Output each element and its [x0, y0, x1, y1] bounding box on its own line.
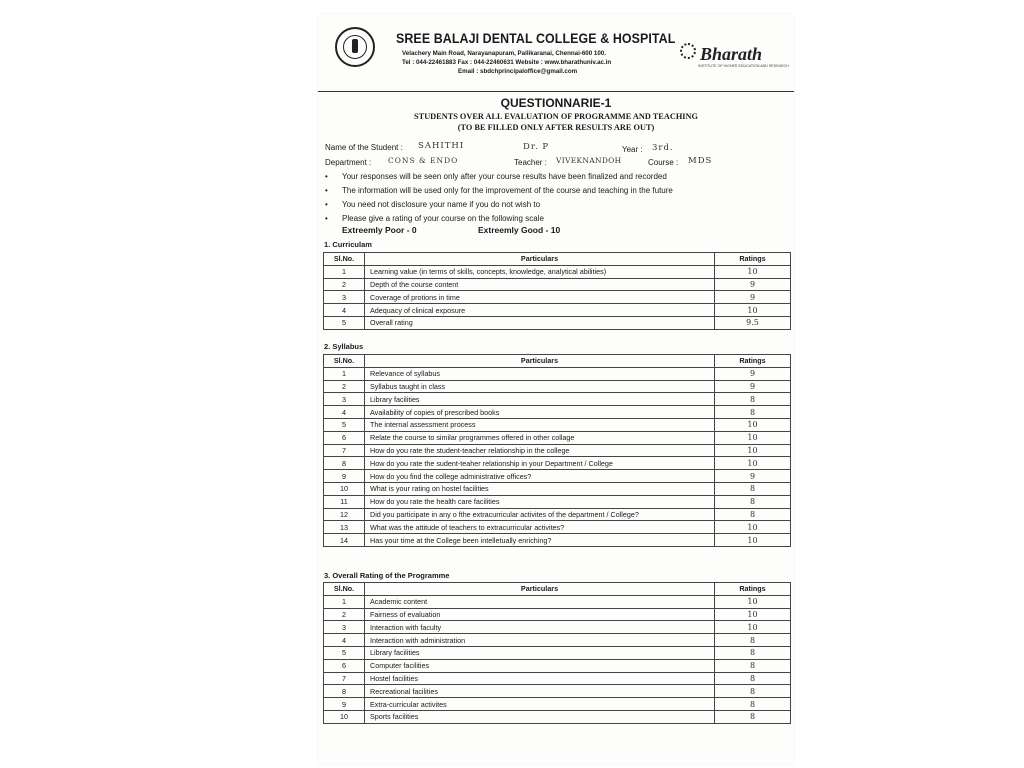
overall-rating-table: [323, 582, 791, 724]
table-row: [324, 444, 791, 457]
table-header-row: [324, 583, 791, 596]
table-row: [324, 367, 791, 380]
column-header-sl: Sl.No.: [324, 355, 365, 368]
row-number: 6: [324, 431, 365, 444]
row-particular: Interaction with faculty: [365, 621, 715, 634]
student-name-value: SAHITHI: [418, 141, 465, 151]
table-row: [324, 659, 791, 672]
row-rating: 9: [715, 278, 791, 291]
table-row: [324, 316, 791, 329]
row-rating: 8: [715, 406, 791, 419]
department-label: Department :: [325, 158, 372, 167]
row-particular: Library facilities: [365, 646, 715, 659]
column-header-sl: Sl.No.: [324, 253, 365, 266]
course-label: Course :: [648, 158, 679, 167]
row-number: 7: [324, 444, 365, 457]
row-rating: 10: [715, 457, 791, 470]
row-rating: 8: [715, 672, 791, 685]
teacher-value: VIVEKNANDOH: [556, 156, 622, 165]
row-rating: 9: [715, 291, 791, 304]
curriculam-table: [323, 252, 791, 330]
college-contact: Tel : 044-22461883 Fax : 044-22460631 Website : www.bharathuniv.ac.in: [402, 59, 612, 66]
row-particular: How do you rate the sudent-teaher relationship in your Department / College: [365, 457, 715, 470]
column-header-ratings: Ratings: [715, 253, 791, 266]
row-rating: 9: [715, 470, 791, 483]
form-note: (TO BE FILLED ONLY AFTER RESULTS ARE OUT): [457, 123, 655, 132]
row-particular: Availability of copies of prescribed books: [365, 406, 715, 419]
row-particular: Coverage of protions in time: [365, 291, 715, 304]
scale-poor: Extreemly Poor - 0: [342, 225, 417, 235]
table-row: [324, 457, 791, 470]
row-number: 1: [324, 265, 365, 278]
instruction-1: Your responses will be seen only after your course results have been finalized and recorded: [342, 172, 667, 181]
row-rating: 8: [715, 710, 791, 723]
teacher-label: Teacher :: [514, 158, 547, 167]
instruction-3: You need not disclosure your name if you do not wish to: [342, 200, 541, 209]
row-number: 2: [324, 380, 365, 393]
table-row: [324, 646, 791, 659]
row-rating: 8: [715, 393, 791, 406]
row-number: 3: [324, 393, 365, 406]
letterhead: [318, 14, 794, 92]
row-rating: 9: [715, 367, 791, 380]
row-rating: 10: [715, 521, 791, 534]
row-number: 4: [324, 406, 365, 419]
row-number: 5: [324, 418, 365, 431]
row-particular: Library facilities: [365, 393, 715, 406]
row-number: 13: [324, 521, 365, 534]
instruction-4: Please give a rating of your course on the following scale: [342, 214, 544, 223]
column-header-ratings: Ratings: [715, 583, 791, 596]
department-value: CONS & ENDO: [388, 156, 459, 165]
college-address: Velachery Main Road, Narayanapuram, Pallikaranai, Chennai-600 100.: [402, 50, 606, 57]
row-particular: Relate the course to similar programmes offered in other collage: [365, 431, 715, 444]
table-row: [324, 470, 791, 483]
questionnaire-sheet: SREE BALAJI DENTAL COLLEGE & HOSPITAL Velachery Main Road, Narayanapuram, Pallikaranai, Chennai-600 100. Tel : 044-22461883 Fax : 044-22460631 Website : www.bharathuniv.ac.in Email : sbdchprincipaloffice@gmail.com Bharath INSTITUTE OF HIGHER EDUCATION AND RESEARCH QUESTIONNARIE-1 STUDENTS OVER ALL EVALUATION OF PROGRAMME AND TEACHING (TO BE FILLED ONLY AFTER RESULTS ARE OUT) Name of the Student : SAHITHI Dr. P Year : 3rd. Department : CONS & ENDO Teacher : VIVEKNANDOH Course : MDS • Your responses will be seen only after your course results have been finalized and recorded • The information will be used only for the improvement of the course and teaching in the future • You need not disclosure your name if you do not wish to • Please give a rating of your course on the following scale Extreemly Poor - 0 Extreemly Good - 10 1. Curriculam Sl.No. Particulars Ratings 1 Learning value (in terms of skills, concepts, knowledge, analytical abilities) 10 2 Depth of the course content 9 3 Coverage of protions in time 9 4 Adequacy of clinical exposure 10 5 Overall rating 9.5 2. Syllabus Sl.No. Particulars Ratings 1 Relevance of syllabus 9 2 Syllabus taught in class 9 3 Library facilities 8 4 Availability of copies of prescribed books 8 5 The internal assessment process 10 6 Relate the course to similar programmes offered in other collage 10 7 How do you rate the student-teacher relationship in the college 10 8 How do you rate the sudent-teaher relationship in your Department / College 10 9 How do you find the college administrative offices? 9 10 What is your rating on hostel facilities 8 11 How do you rate the health care facilities 8 12 Did you participate in any o fthe extracurricular activites of the department / College? 8 13 What was the attitude of teachers to extracurricular activites? 10 14 Has your time at the College been intelletually enriching? 10 3. Overall Rating of the Programme Sl.No. Particulars Ratings 1 Academic content 10 2 Fairness of evaluation 10 3 Interaction with faculty 10 4 Interaction with administration 8 5 Library facilities 8 6 Computer facilities 8 7 Hostel facilities 8 8 Recreational facilities 8 9 Extra-curricular activites 8 10 Sports facilities 8: [318, 14, 794, 764]
row-number: 5: [324, 646, 365, 659]
row-number: 12: [324, 508, 365, 521]
table-row: [324, 534, 791, 547]
row-rating: 10: [715, 595, 791, 608]
column-header-ratings: Ratings: [715, 355, 791, 368]
row-number: 9: [324, 698, 365, 711]
row-rating: 8: [715, 634, 791, 647]
row-rating: 10: [715, 304, 791, 317]
form-subtitle: STUDENTS OVER ALL EVALUATION OF PROGRAMME AND TEACHING: [414, 112, 698, 121]
university-emblem-icon: [680, 43, 696, 59]
row-number: 8: [324, 685, 365, 698]
row-number: 5: [324, 316, 365, 329]
row-number: 9: [324, 470, 365, 483]
column-header-particulars: Particulars: [365, 253, 715, 266]
row-number: 6: [324, 659, 365, 672]
row-rating: 8: [715, 659, 791, 672]
table-row: [324, 685, 791, 698]
row-particular: Fairness of evaluation: [365, 608, 715, 621]
row-particular: Computer facilities: [365, 659, 715, 672]
table-row: [324, 495, 791, 508]
table-row: [324, 380, 791, 393]
row-number: 10: [324, 482, 365, 495]
form-title: QUESTIONNARIE-1: [500, 96, 612, 110]
table-row: [324, 621, 791, 634]
row-particular: Adequacy of clinical exposure: [365, 304, 715, 317]
row-particular: Overall rating: [365, 316, 715, 329]
column-header-sl: Sl.No.: [324, 583, 365, 596]
row-rating: 10: [715, 431, 791, 444]
row-number: 10: [324, 710, 365, 723]
table-row: [324, 291, 791, 304]
column-header-particulars: Particulars: [365, 583, 715, 596]
year-value: 3rd.: [652, 143, 674, 153]
row-number: 2: [324, 608, 365, 621]
column-header-particulars: Particulars: [365, 355, 715, 368]
university-logo: Bharath: [700, 44, 763, 64]
university-subtitle: INSTITUTE OF HIGHER EDUCATION AND RESEARCH: [698, 64, 789, 68]
row-particular: Sports facilities: [365, 710, 715, 723]
row-number: 8: [324, 457, 365, 470]
year-label: Year :: [622, 145, 643, 154]
row-rating: 9: [715, 380, 791, 393]
table-row: [324, 508, 791, 521]
row-rating: 10: [715, 265, 791, 278]
table-row: [324, 710, 791, 723]
table-row: [324, 431, 791, 444]
row-particular: Learning value (in terms of skills, concepts, knowledge, analytical abilities): [365, 265, 715, 278]
college-email: Email : sbdchprincipaloffice@gmail.com: [458, 68, 578, 75]
row-particular: What was the attitude of teachers to extracurricular activites?: [365, 521, 715, 534]
row-rating: 9.5: [715, 316, 791, 329]
row-particular: Recreational facilities: [365, 685, 715, 698]
row-rating: 10: [715, 444, 791, 457]
table-row: [324, 406, 791, 419]
table-header-row: [324, 253, 791, 266]
table-row: [324, 265, 791, 278]
table-row: [324, 304, 791, 317]
row-number: 11: [324, 495, 365, 508]
row-particular: What is your rating on hostel facilities: [365, 482, 715, 495]
row-particular: Syllabus taught in class: [365, 380, 715, 393]
row-number: 4: [324, 634, 365, 647]
table-row: [324, 278, 791, 291]
table-row: [324, 672, 791, 685]
row-number: 4: [324, 304, 365, 317]
row-rating: 8: [715, 495, 791, 508]
row-particular: The internal assessment process: [365, 418, 715, 431]
table-row: [324, 698, 791, 711]
row-rating: 10: [715, 608, 791, 621]
table-row: [324, 418, 791, 431]
row-number: 1: [324, 367, 365, 380]
table-row: [324, 634, 791, 647]
row-rating: 8: [715, 482, 791, 495]
table-row: [324, 482, 791, 495]
row-particular: Hostel facilities: [365, 672, 715, 685]
section-title-syllabus: 2. Syllabus: [324, 342, 364, 351]
row-particular: How do you rate the student-teacher relationship in the college: [365, 444, 715, 457]
row-rating: 10: [715, 418, 791, 431]
table-row: [324, 521, 791, 534]
table-row: [324, 595, 791, 608]
row-rating: 8: [715, 698, 791, 711]
scale-good: Extreemly Good - 10: [478, 225, 561, 235]
instruction-2: The information will be used only for the improvement of the course and teaching in the future: [342, 186, 673, 195]
row-number: 7: [324, 672, 365, 685]
row-particular: Interaction with administration: [365, 634, 715, 647]
row-particular: Depth of the course content: [365, 278, 715, 291]
table-row: [324, 608, 791, 621]
row-rating: 8: [715, 685, 791, 698]
row-number: 3: [324, 621, 365, 634]
row-particular: Has your time at the College been intelletually enriching?: [365, 534, 715, 547]
row-particular: How do you find the college administrative offices?: [365, 470, 715, 483]
college-name: SREE BALAJI DENTAL COLLEGE & HOSPITAL: [396, 31, 676, 46]
row-particular: Relevance of syllabus: [365, 367, 715, 380]
student-name-extra: Dr. P: [523, 142, 550, 152]
section-title-curriculam: 1. Curriculam: [324, 240, 372, 249]
row-rating: 8: [715, 508, 791, 521]
section-title-overall-rating: 3. Overall Rating of the Programme: [324, 571, 450, 580]
student-name-label: Name of the Student :: [325, 143, 403, 152]
row-number: 3: [324, 291, 365, 304]
syllabus-table: [323, 354, 791, 547]
course-value: MDS: [688, 156, 713, 166]
row-particular: How do you rate the health care facilities: [365, 495, 715, 508]
row-number: 2: [324, 278, 365, 291]
row-number: 14: [324, 534, 365, 547]
row-rating: 10: [715, 534, 791, 547]
row-particular: Did you participate in any o fthe extracurricular activites of the department / College?: [365, 508, 715, 521]
row-rating: 10: [715, 621, 791, 634]
row-number: 1: [324, 595, 365, 608]
table-header-row: [324, 355, 791, 368]
row-particular: Extra-curricular activites: [365, 698, 715, 711]
row-particular: Academic content: [365, 595, 715, 608]
header-divider: [318, 91, 794, 92]
table-row: [324, 393, 791, 406]
college-seal-icon: [335, 27, 375, 67]
row-rating: 8: [715, 646, 791, 659]
